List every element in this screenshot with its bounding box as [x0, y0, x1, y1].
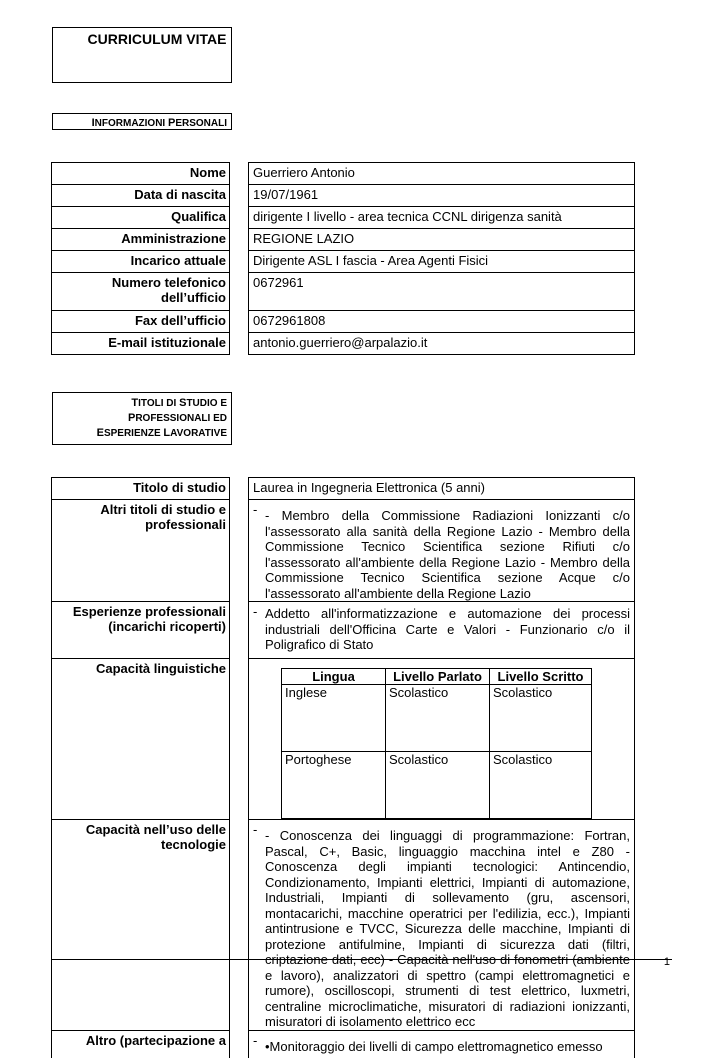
- lang-header-scritto: Livello Scritto: [490, 669, 592, 685]
- bullet-dash: -: [253, 1032, 258, 1048]
- altri-titoli-text: - Membro della Commissione Radiazioni Ionizzanti c/o l'assessorato alla sanità della Regione Lazio - Membro della Commissione Tecnico Scientifica sezione Rifiuti c/o l'assessorato all'ambiente della Regione Lazio - Membro della Commissione Tecnico Scientifica sezione Acque c/o l'assessorato all'ambiente della Regione Lazio: [265, 508, 630, 601]
- row-incarico: [52, 251, 635, 273]
- row-titolo-studio: [52, 478, 635, 500]
- bullet-dash: -: [253, 604, 258, 619]
- altro-text: •Monitoraggio dei livelli di campo elettromagnetico emesso: [265, 1038, 603, 1054]
- value-altri-titoli: [249, 500, 635, 602]
- row-qualifica: [52, 207, 635, 229]
- lang-row-inglese: [282, 685, 592, 752]
- row-telefono: [52, 273, 635, 311]
- value-lingue: [249, 659, 635, 820]
- lang-cell: Scolastico: [386, 685, 490, 752]
- label-nome: Nome: [52, 163, 230, 185]
- value-nome: Guerriero Antonio: [249, 163, 635, 185]
- value-titolo-studio: Laurea in Ingegneria Elettronica (5 anni): [249, 478, 635, 500]
- label-titolo-studio: Titolo di studio: [52, 478, 230, 500]
- label-email: E-mail istituzionale: [52, 333, 230, 355]
- section-titles-line2: PROFESSIONALI ED: [127, 411, 227, 424]
- language-table: [281, 668, 592, 819]
- value-esperienze: [249, 602, 635, 659]
- lang-row-portoghese: [282, 752, 592, 819]
- label-qualifica: Qualifica: [52, 207, 230, 229]
- label-altro: Altro (partecipazione a: [52, 1030, 230, 1058]
- row-altri-titoli: [52, 500, 635, 602]
- lang-cell: Scolastico: [490, 752, 592, 819]
- footer-divider: [52, 959, 672, 960]
- lang-cell: Scolastico: [490, 685, 592, 752]
- value-tecnologie: [249, 820, 635, 1031]
- value-email[interactable]: antonio.guerriero@arpalazio.it: [249, 333, 635, 355]
- section-titles-line3: ESPERIENZE LAVORATIVE: [96, 426, 227, 439]
- label-lingue: Capacità linguistiche: [52, 659, 230, 820]
- row-amministrazione: [52, 229, 635, 251]
- section-personal-info: [52, 113, 232, 130]
- row-nome: [52, 163, 635, 185]
- value-incarico: Dirigente ASL I fascia - Area Agenti Fisici: [249, 251, 635, 273]
- row-data-nascita: [52, 185, 635, 207]
- value-fax: 0672961808: [249, 311, 635, 333]
- bullet-dash: -: [253, 822, 258, 837]
- row-tecnologie: [52, 820, 635, 1031]
- section-titles-experience: [52, 392, 232, 445]
- lang-header-lingua: Lingua: [282, 669, 386, 685]
- label-esperienze: Esperienze professionali (incarichi ricoperti): [52, 602, 230, 659]
- label-incarico: Incarico attuale: [52, 251, 230, 273]
- lang-header-parlato: Livello Parlato: [386, 669, 490, 685]
- lang-cell: Inglese: [282, 685, 386, 752]
- lang-cell: Portoghese: [282, 752, 386, 819]
- label-telefono: Numero telefonico dell’ufficio: [52, 273, 230, 311]
- label-fax: Fax dell’ufficio: [52, 311, 230, 333]
- value-amministrazione: REGIONE LAZIO: [249, 229, 635, 251]
- tecnologie-text: - Conoscenza dei linguaggi di programmazione: Fortran, Pascal, C+, Basic, linguaggio macchina intel e Z80 - Conoscenza degli impianti tecnologici: Antincendio, Condizionamento, Impianti elettrici, Impianti di automazione, Industriali, Impianti di sollevamento (gru, ascensori, montacarichi, macchine operatrici per l'edilizia, ecc.), Impianti antintrusione e TVCC, Sicurezza delle macchine, Impianti di protezione antifulmine, Impianti di sicurezza dati (filtri, criptazione dati, ecc) - Capacità nell'uso di fonometri (ambiente e lavoro), analizzatori di spettro (campi elettromagnetici e rumore), oscilloscopi, strumenti di test elettrico, luxmetri, centraline microclimatiche, misuratori di radiazioni ionizzanti, misuratori di isolamento elettrico ecc: [265, 828, 630, 1029]
- esperienze-text: Addetto all'informatizzazione e automazione dei processi industriali dell'Officina Carte e Valori - Funzionario c/o il Poligrafico di Stato: [265, 606, 630, 652]
- bullet-dash: -: [253, 502, 258, 517]
- row-fax: [52, 311, 635, 333]
- label-amministrazione: Amministrazione: [52, 229, 230, 251]
- personal-info-table: [51, 162, 635, 355]
- row-altro: [52, 1030, 635, 1058]
- value-data-nascita: 19/07/1961: [249, 185, 635, 207]
- label-data-nascita: Data di nascita: [52, 185, 230, 207]
- row-esperienze: [52, 602, 635, 659]
- section-personal-heading: INFORMAZIONI PERSONALI: [91, 117, 227, 129]
- row-lingue: [52, 659, 635, 820]
- section-titles-line1: TITOLI DI STUDIO E: [131, 397, 227, 409]
- value-qualifica: dirigente I livello - area tecnica CCNL dirigenza sanità: [249, 207, 635, 229]
- title-box: [52, 27, 232, 83]
- value-altro: [249, 1030, 635, 1058]
- label-tecnologie: Capacità nell’uso delle tecnologie: [52, 820, 230, 1031]
- value-telefono: 0672961: [249, 273, 635, 311]
- document-title: CURRICULUM VITAE: [87, 31, 227, 47]
- label-altri-titoli: Altri titoli di studio e professionali: [52, 500, 230, 602]
- row-email: [52, 333, 635, 355]
- page-number: 1: [663, 956, 670, 968]
- lang-cell: Scolastico: [386, 752, 490, 819]
- education-table: [51, 477, 635, 1058]
